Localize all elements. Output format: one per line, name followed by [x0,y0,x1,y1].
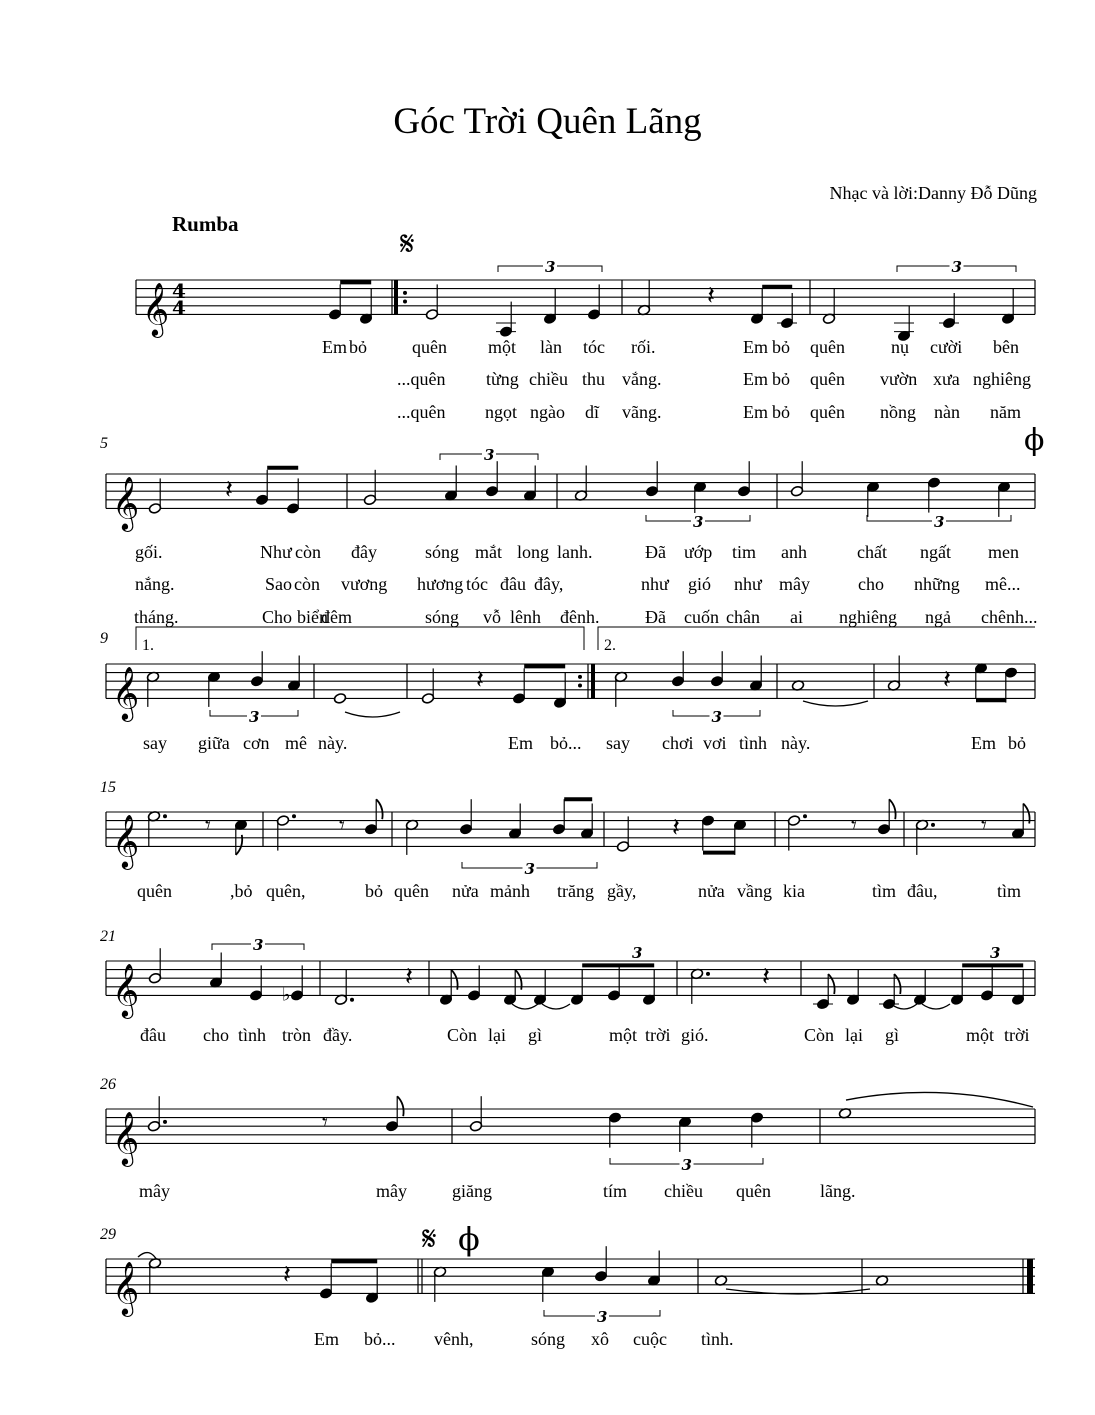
eighth-rest-icon: 𝄾 [981,813,987,839]
lyric-word: tìm [872,881,897,901]
lyric-word: nàn [934,402,960,422]
lyric-word: xưa [933,369,960,389]
lyric-word: còn [294,574,320,594]
lyric-word: Em [743,337,768,357]
lyric-word: bỏ... [364,1329,396,1349]
tuplet-number: 3 [681,1156,692,1174]
lyric-word: Em [971,733,996,753]
note-flag [376,799,382,819]
treble-clef-icon: 𝄞 [112,1110,140,1165]
tempo-marking: Rumba [172,212,239,236]
tuplet-number: 3 [249,708,260,726]
lyric-word: say [143,733,167,753]
lyric-word: ,bỏ [230,881,253,901]
lyric-word: gì [885,1025,900,1045]
time-signature-top: 4 [172,278,186,303]
lyric-word: đâu [500,574,526,594]
lyric-word: đâu, [907,881,938,901]
lyric-word: từng [486,369,519,389]
lyric-word: ngất [920,542,951,562]
lyric-word: tim [732,542,757,562]
lyric-word: nụ [891,337,909,357]
lyric-word: đây, [534,574,564,594]
tuplet-number: 3 [253,936,264,954]
tuplet-number: 3 [951,258,962,276]
flat-accidental: ♭ [282,984,291,1006]
lyric-word: cuốn [684,607,719,627]
lyric-word: chiều [529,369,568,389]
lyric-word: ai [790,607,803,627]
lyric-word: Em [743,369,768,389]
treble-clef-icon: 𝄞 [112,962,140,1017]
lyric-word: gì [528,1025,543,1045]
lyric-word: Còn [447,1025,478,1045]
lyric-word: mê... [985,574,1021,594]
lyric-word: bỏ... [550,733,582,753]
tuplet-number: 3 [545,258,556,276]
lyric-word: chiều [664,1181,703,1201]
lyric-word: biển [297,607,328,627]
lyric-word: gió. [681,1025,709,1045]
lyric-word: nắng. [135,574,175,594]
tuplet-number: 3 [711,708,722,726]
lyric-word: lênh [510,607,541,627]
eighth-rest-icon: 𝄾 [322,1110,328,1136]
lyric-word: sóng [425,542,460,562]
lyric-word: tìm [997,881,1022,901]
measure-number: 29 [100,1226,116,1243]
lyric-word: nghiêng [839,607,897,627]
tuplet-number: 3 [693,513,704,531]
volta-bracket-second [598,627,1035,650]
lyric-word: gầy, [607,881,637,901]
lyric-word: tình [739,733,768,753]
lyric-word: ướp [684,542,713,562]
lyric-word: một [609,1025,638,1045]
lyric-word: Sao [265,574,292,594]
note-head [333,693,346,705]
lyric-word: quên [810,369,845,389]
quarter-rest-icon: 𝄽 [943,665,951,696]
lyric-word: trời [645,1025,671,1045]
lyric-word: một [488,337,517,357]
lyric-word: vỗ [483,607,501,627]
repeat-dot [403,291,407,295]
quarter-rest-icon: 𝄽 [707,281,715,312]
lyric-word: mê [285,733,307,753]
tie-curve [803,701,868,706]
repeat-dot [578,684,582,688]
tuplet-number: 3 [990,944,1001,962]
lyric-word: một [966,1025,995,1045]
lyric-word: Em [322,337,347,357]
lyric-word: giăng [452,1181,492,1201]
lyric-word: chơi [662,733,694,753]
lyric-word: cho [858,574,884,594]
lyric-word: vắng. [622,369,662,389]
volta-label-second: 2. [604,637,616,654]
lyric-word: vương [341,574,388,594]
lyric-word: chất [857,542,887,562]
measure-number: 21 [100,928,116,945]
lyric-word: thu [582,369,606,389]
lyric-word: mây [779,574,810,594]
lyric-word: gối. [135,542,163,562]
measure-number: 9 [100,630,108,647]
lyric-word: Em [743,402,768,422]
lyric-word: say [606,733,630,753]
tie-curve [512,1004,538,1009]
lyric-word: mảnh [490,881,530,901]
lyric-word: những [914,574,960,594]
lyric-word: tím [603,1181,628,1201]
lyric-word: dĩ [585,402,600,422]
lyric-word: nồng [880,402,916,422]
repeat-dot [403,300,407,304]
tuplet-number: 3 [597,1308,608,1326]
lyric-word: anh [781,542,807,562]
composer-credit: Nhạc và lời:Danny Đỗ Dũng [829,183,1037,203]
lyric-word: quên [412,337,447,357]
lyric-word: quên [394,881,429,901]
lyric-word: đênh. [560,607,600,627]
volta-label-first: 1. [142,637,154,654]
lyric-word: tháng. [134,607,179,627]
tuplet-number: 3 [934,513,945,531]
lyric-word: lại [488,1025,506,1045]
lyric-word: ngào [530,402,565,422]
lyric-word: Em [314,1329,339,1349]
quarter-rest-icon: 𝄽 [283,1260,291,1291]
lyric-word: tình [238,1025,267,1045]
lyric-word: tóc [466,574,488,594]
lyric-word: này. [781,733,811,753]
augmentation-dot [803,814,807,818]
lyric-word: bên [993,337,1019,357]
tuplet-number: 3 [484,446,495,464]
treble-clef-icon: 𝄞 [112,813,140,868]
lyric-word: long [517,542,550,562]
tie-curve [542,1004,570,1009]
lyric-word: tình. [701,1329,734,1349]
lyric-word: Đã [645,607,666,627]
augmentation-dot [706,972,710,976]
lyric-word: Em [508,733,533,753]
measure-number: 26 [100,1076,116,1093]
quarter-rest-icon: 𝄽 [762,962,770,993]
quarter-rest-icon: 𝄽 [672,813,680,844]
lyric-word: bỏ [772,337,790,357]
treble-clef-icon: 𝄞 [112,665,140,720]
lyric-word: đầy. [323,1025,353,1045]
coda-icon: ϕ [1024,423,1045,458]
lyric-word: quên [810,402,845,422]
lyric-word: đây [351,542,377,562]
note-flag [828,974,834,994]
lyric-word: vơi [703,733,727,753]
lyric-word: vườn [880,369,918,389]
lyric-word: men [988,542,1019,562]
lyric-word: đâu [140,1025,166,1045]
quarter-rest-icon: 𝄽 [405,962,413,993]
lyric-word: ngọt [485,402,518,422]
song-title: Góc Trời Quên Lãng [393,101,702,142]
lyric-word: bỏ [365,881,383,901]
tie-curve [846,1092,1033,1107]
lyric-word: cuộc [633,1329,667,1349]
augmentation-dot [163,1120,167,1124]
lyric-word: chênh... [981,607,1038,627]
lyric-word: bỏ [1008,733,1026,753]
lyric-word: chân [726,607,760,627]
final-barline [1027,1259,1033,1293]
tuplet-number: 3 [632,944,643,962]
lyric-word: ...quên [397,369,446,389]
lyric-word: cười [930,337,963,357]
thick-barline [394,280,398,314]
treble-clef-icon: 𝄞 [142,281,170,336]
lyric-word: vênh, [434,1329,474,1349]
volta-bracket-first [136,627,584,650]
treble-clef-icon: 𝄞 [112,475,140,530]
lyric-word: giữa [198,733,230,753]
tie-curve [345,712,400,717]
lyric-word: nửa [698,881,725,901]
note-flag [894,974,900,994]
measure-number: 5 [100,435,108,452]
lyric-word: gió [688,574,712,594]
lyric-word: mây [139,1181,170,1201]
lyric-word: Đã [645,542,666,562]
augmentation-dot [350,998,354,1002]
lyric-word: nửa [452,881,479,901]
lyric-word: ngả [925,607,951,627]
lyric-word: nghiêng [973,369,1031,389]
thick-barline [591,664,595,698]
coda-icon: ϕ [458,1220,480,1258]
lyric-word: quên, [266,881,306,901]
treble-clef-icon: 𝄞 [112,1260,140,1315]
lyric-word: ...quên [397,402,446,422]
lyric-word: sóng [531,1329,566,1349]
lyric-word: tròn [282,1025,311,1045]
eighth-rest-icon: 𝄾 [205,813,211,839]
lyric-word: vầng [737,881,772,901]
lyric-word: đêm [321,607,352,627]
lyric-word: bỏ [772,369,790,389]
repeat-dot [578,675,582,679]
lyric-word: như [641,574,669,594]
lyric-word: như [734,574,762,594]
lyric-word: mây [376,1181,407,1201]
lyric-word: tóc [583,337,605,357]
lyric-word: cơn [243,733,270,753]
augmentation-dot [163,814,167,818]
eighth-rest-icon: 𝄾 [851,813,857,839]
lyric-word: xô [591,1329,609,1349]
lyric-word: Như [260,542,292,562]
lyric-word: kia [783,881,805,901]
lyric-word: cho [203,1025,229,1045]
lyric-word: Còn [804,1025,835,1045]
time-signature-bottom: 4 [172,296,186,321]
lyric-word: bỏ [349,337,367,357]
augmentation-dot [292,814,296,818]
tie-curve [891,1004,917,1009]
lyric-word: mắt [475,542,502,562]
quarter-rest-icon: 𝄽 [476,665,484,696]
segno-icon: 𝄋 [422,1219,437,1259]
lyric-word: lại [845,1025,863,1045]
quarter-rest-icon: 𝄽 [225,475,233,506]
note-flag [397,1096,403,1116]
lyric-word: trời [1004,1025,1030,1045]
lyric-word: rối. [631,337,656,357]
lyric-word: quên [736,1181,771,1201]
tuplet-number: 3 [524,860,535,878]
lyric-word: này. [318,733,348,753]
lyric-word: lãng. [820,1181,856,1201]
lyric-word: còn [295,542,321,562]
measure-number: 15 [100,779,116,796]
lyric-word: lanh. [557,542,593,562]
lyric-word: trăng [557,881,594,901]
lyric-word: sóng [425,607,460,627]
lyric-word: Cho [262,607,293,627]
augmentation-dot [931,823,935,827]
lyric-word: bỏ [772,402,790,422]
lyric-word: hương [417,574,464,594]
lyric-word: quên [137,881,172,901]
lyric-word: quên [810,337,845,357]
lyric-word: vãng. [622,402,662,422]
segno-icon: 𝄋 [400,224,415,264]
lyric-word: làn [540,337,562,357]
lyric-word: năm [990,402,1021,422]
eighth-rest-icon: 𝄾 [339,813,345,839]
note-flag [889,799,895,819]
tie-curve [922,1004,950,1009]
